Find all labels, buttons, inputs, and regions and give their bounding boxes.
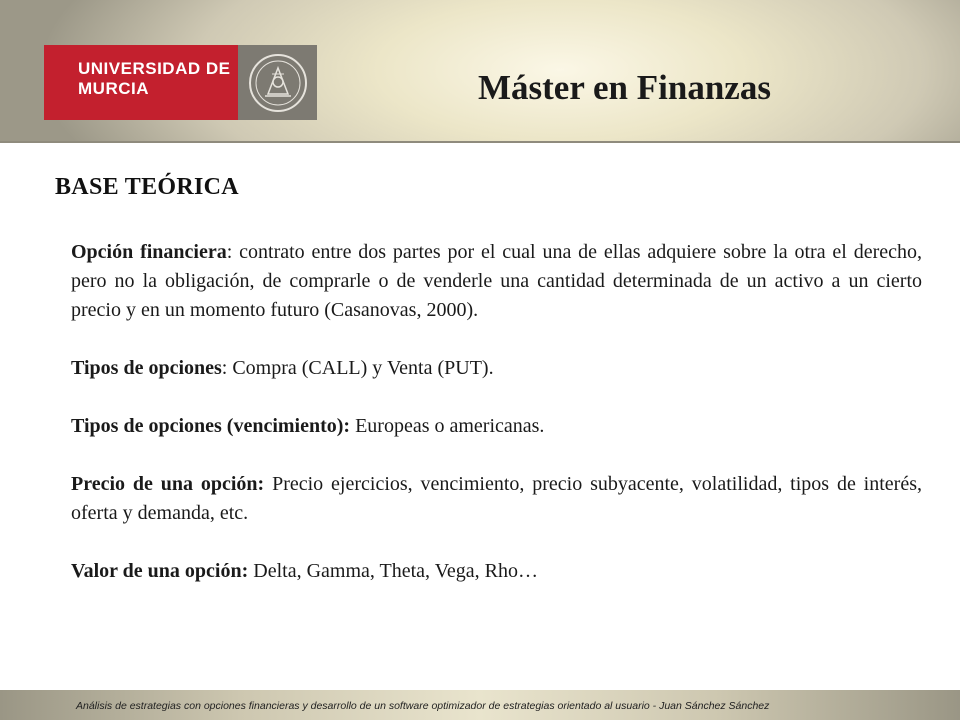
slide-footer [0, 690, 960, 720]
term: Opción financiera [71, 241, 227, 263]
content-body [71, 238, 922, 615]
definition: Precio ejercicios, vencimiento, precio subyacente, volatilidad, tipos de interés, oferta y demanda, etc. [71, 473, 922, 524]
paragraph-opcion-financiera [71, 238, 922, 325]
slide-title: Máster en Finanzas [478, 68, 771, 107]
logo-line2: MURCIA [78, 79, 149, 98]
section-heading: BASE TEÓRICA [55, 174, 239, 200]
definition: : Compra (CALL) y Venta (PUT). [221, 357, 494, 379]
term: Precio de una opción: [71, 473, 265, 495]
definition: Delta, Gamma, Theta, Vega, Rho… [248, 560, 539, 582]
term: Valor de una opción: [71, 560, 249, 582]
paragraph-precio-opcion [71, 470, 922, 528]
term: Tipos de opciones [71, 357, 222, 379]
logo-text [44, 45, 238, 120]
logo-line1: UNIVERSIDAD DE [78, 59, 231, 78]
term: Tipos de opciones (vencimiento): [71, 415, 351, 437]
university-seal-icon [238, 45, 317, 120]
university-logo [44, 45, 317, 120]
paragraph-tipos-opciones [71, 354, 922, 383]
footer-text: Análisis de estrategias con opciones financieras y desarrollo de un software optimizador de estrategias orientado al usuario - Juan Sánchez Sánchez [76, 700, 770, 712]
definition: Europeas o americanas. [350, 415, 545, 437]
slide-header [0, 0, 960, 143]
definition: : contrato entre dos partes por el cual una de ellas adquiere sobre la otra el derecho, pero no la obligación, de comprarle o de venderle una cantidad determinada de un activo a un cierto precio y en un momento futuro (Casanovas, 2000). [71, 241, 922, 321]
paragraph-tipos-vencimiento [71, 412, 922, 441]
paragraph-valor-opcion [71, 557, 922, 586]
